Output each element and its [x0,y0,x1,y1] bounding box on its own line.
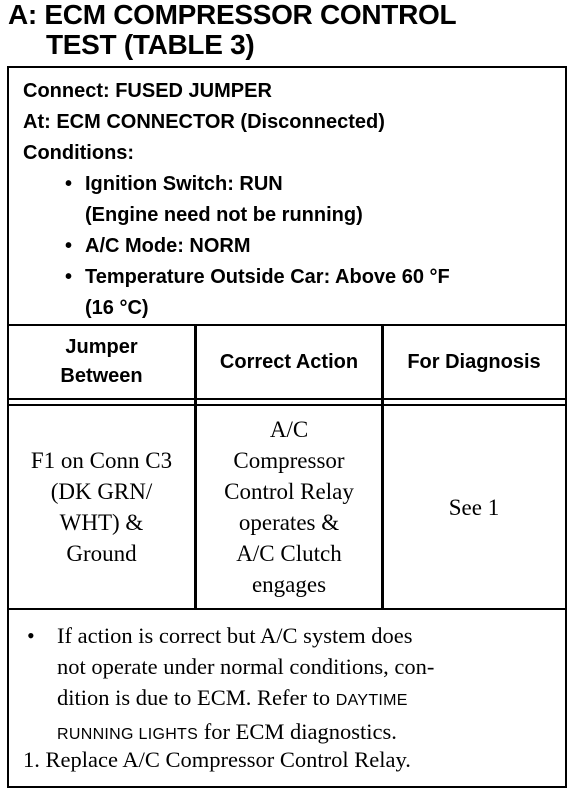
note-text: dition is due to ECM. Refer to [57,685,331,710]
connect-text: Connect: FUSED JUMPER [23,80,272,102]
condition-temperature-text: Temperature Outside Car: Above 60 °F [85,266,450,288]
condition-ignition-note: (Engine need not be running) [85,204,363,226]
condition-bullet-temperature [23,262,565,293]
at-text: At: ECM CONNECTOR (Disconnected) [23,111,385,133]
cell-action-line: Control Relay [224,479,354,504]
title-line-1: A: ECM COMPRESSOR CONTROL [8,0,457,30]
cell-action-line: A/C Clutch [236,541,342,566]
header-jumper-line-2: Between [60,365,143,387]
note-text: for ECM diagnostics. [203,719,397,744]
cell-correct-action [197,406,381,608]
test-table [7,66,567,788]
conditions-heading: Conditions: [23,142,135,164]
note-bullet: • [27,623,35,648]
title-line-2: TEST (TABLE 3) [46,29,255,60]
condition-temperature-celsius: (16 °C) [85,297,149,319]
running-lights-reference: RUNNING LIGHTS [57,726,199,743]
notes-section [9,608,565,788]
header-jumper-between [9,326,194,398]
condition-ac-mode-text: A/C Mode: NORM [85,235,251,257]
cell-jumper-line: Ground [66,541,137,566]
cell-action-line: engages [251,572,327,597]
condition-bullet-ac-mode [23,231,565,262]
conditions-section [9,68,565,326]
cell-action-line: Compressor [233,448,345,473]
header-divider [9,398,565,400]
page-title [8,0,573,60]
cell-jumper-line: WHT) & [59,510,144,535]
cell-action-line: operates & [238,510,340,535]
header-for-diagnosis: For Diagnosis [407,350,541,373]
note-line [57,682,557,716]
cell-jumper-line: (DK GRN/ [50,479,153,504]
header-jumper-line-1: Jumper [65,336,138,358]
jumper-table [9,326,565,608]
cell-jumper-line: F1 on Conn C3 [30,448,173,473]
cell-for-diagnosis: See 1 [448,494,500,520]
cell-jumper [9,406,194,608]
condition-ignition-text: Ignition Switch: RUN [85,173,283,195]
note-line: If action is correct but A/C system does [57,623,413,648]
header-correct-action: Correct Action [219,350,359,373]
note-line: not operate under normal conditions, con- [57,654,435,679]
note-ecm [57,620,557,750]
daytime-reference: DAYTIME [335,692,408,709]
note-replace-relay: 1. Replace A/C Compressor Control Relay. [23,747,411,772]
cell-action-line: A/C [269,417,309,442]
condition-bullet-ignition [23,169,565,200]
